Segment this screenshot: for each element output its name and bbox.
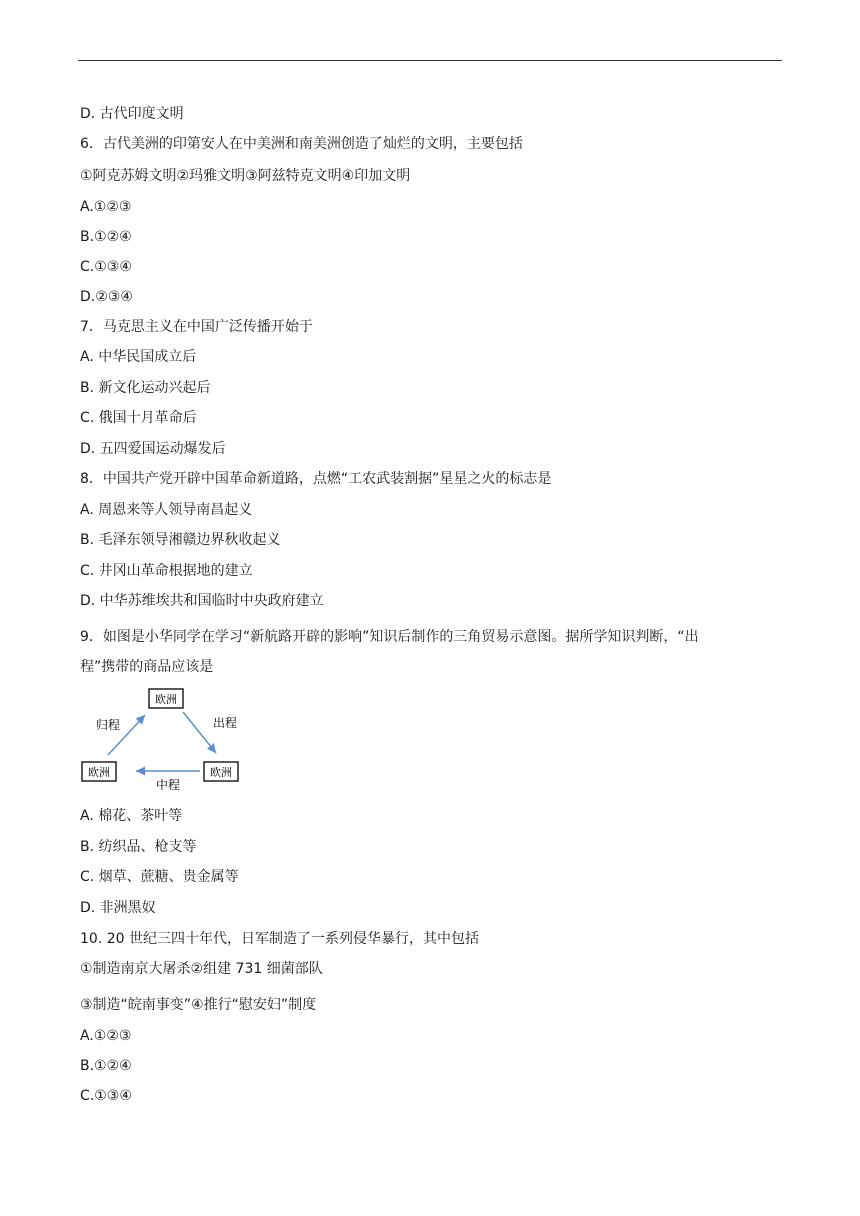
- q10-option-a: A.①②③: [80, 1028, 132, 1044]
- q9-option-c: C. 烟草、蔗糖、贵金属等: [80, 869, 239, 885]
- header-rule: [78, 60, 782, 61]
- q10-items-line2: ③制造“皖南事变”④推行“慰安妇”制度: [80, 997, 317, 1013]
- q8-option-b: B. 毛泽东领导湘赣边界秋收起义: [80, 532, 281, 548]
- q8-option-d: D. 中华苏维埃共和国临时中央政府建立: [80, 593, 324, 609]
- q9-option-b: B. 纺织品、枪支等: [80, 839, 197, 855]
- q6-option-c: C.①③④: [80, 259, 132, 275]
- label-middle: 中程: [155, 778, 181, 790]
- q7-option-d: D. 五四爱国运动爆发后: [80, 441, 226, 457]
- q7-option-a: A. 中华民国成立后: [80, 349, 197, 365]
- q5-option-d: D. 古代印度文明: [80, 106, 184, 122]
- q9-stem-line2: 程”携带的商品应该是: [80, 659, 214, 675]
- triangle-trade-diagram: [80, 685, 255, 790]
- label-out: 出程: [213, 716, 238, 730]
- q9-stem-line1: 9．如图是小华同学在学习“新航路开辟的影响”知识后制作的三角贸易示意图。据所学知识判断，“出: [80, 629, 699, 645]
- q6-option-b: B.①②④: [80, 229, 132, 245]
- q8-option-a: A. 周恩来等人领导南昌起义: [80, 502, 253, 518]
- q7-option-c: C. 俄国十月革命后: [80, 410, 197, 426]
- q6-option-d: D.②③④: [80, 289, 133, 305]
- label-return: 归程: [96, 718, 121, 732]
- q10-items-line1: ①制造南京大屠杀②组建 731 细菌部队: [80, 961, 323, 977]
- q6-option-a: A.①②③: [80, 199, 132, 215]
- q7-option-b: B. 新文化运动兴起后: [80, 380, 211, 396]
- arrow-out: [183, 712, 216, 753]
- q6-stem: 6．古代美洲的印第安人在中美洲和南美洲创造了灿烂的文明，主要包括: [80, 136, 523, 152]
- box-right-label: 欧洲: [210, 766, 232, 779]
- q7-stem: 7．马克思主义在中国广泛传播开始于: [80, 319, 313, 335]
- q10-option-b: B.①②④: [80, 1058, 132, 1074]
- q8-stem: 8．中国共产党开辟中国革命新道路，点燃“工农武装割据”星星之火的标志是: [80, 471, 552, 487]
- q10-option-c: C.①③④: [80, 1088, 132, 1104]
- q9-option-a: A. 棉花、茶叶等: [80, 808, 183, 824]
- q6-items: ①阿克苏姆文明②玛雅文明③阿兹特克文明④印加文明: [80, 168, 411, 184]
- q9-option-d: D. 非洲黑奴: [80, 900, 156, 916]
- q10-stem: 10. 20 世纪三四十年代，日军制造了一系列侵华暴行，其中包括: [80, 931, 479, 947]
- box-left-label: 欧洲: [88, 766, 110, 779]
- box-top-label: 欧洲: [155, 693, 177, 706]
- q8-option-c: C. 井冈山革命根据地的建立: [80, 563, 253, 579]
